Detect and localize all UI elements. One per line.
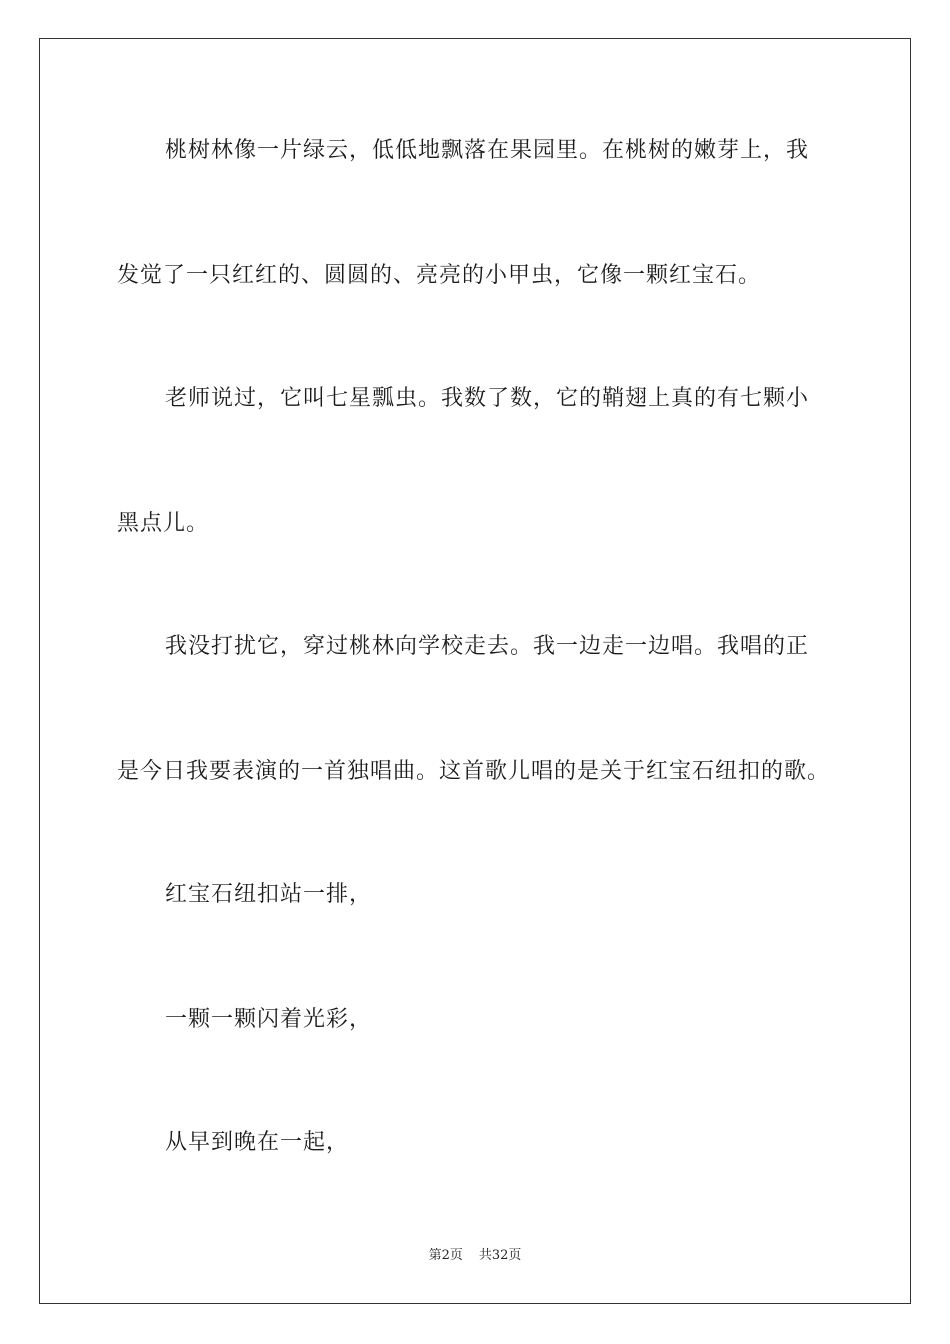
- paragraph-line: 老师说过，它叫七星瓢虫。我数了数，它的鞘翅上真的有七颗小: [165, 386, 810, 411]
- page-footer: [0, 1247, 950, 1265]
- paragraph-line: 桃树林像一片绿云，低低地飘落在果园里。在桃树的嫩芽上，我: [165, 138, 810, 163]
- paragraph-line: 黑点儿。: [117, 511, 210, 536]
- paragraph-line: 发觉了一只红红的、圆圆的、亮亮的小甲虫，它像一颗红宝石。: [117, 263, 762, 288]
- page-border: [39, 38, 911, 1304]
- verse-line: 一颗一颗闪着光彩，: [165, 1007, 373, 1032]
- verse-line: 从早到晚在一起，: [165, 1130, 350, 1155]
- paragraph-line: 是今日我要表演的一首独唱曲。这首歌儿唱的是关于红宝石纽扣的歌。: [117, 759, 831, 784]
- verse-line: 红宝石纽扣站一排，: [165, 882, 373, 907]
- paragraph-line: 我没打扰它，穿过桃林向学校走去。我一边走一边唱。我唱的正: [165, 634, 810, 659]
- page-number: 第2页: [428, 1248, 463, 1263]
- page-total: 共32页: [478, 1248, 522, 1263]
